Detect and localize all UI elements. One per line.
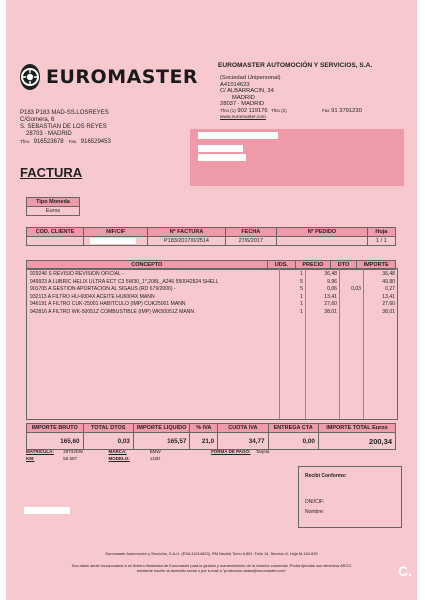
line-price: 38,01 <box>324 309 337 315</box>
invoice-number: P183/2017/0/2514 <box>148 237 225 246</box>
line-price: 9,96 <box>327 278 337 285</box>
page-number: 1 / 1 <box>367 237 395 246</box>
redacted-block <box>24 507 70 514</box>
lines-header: CONCEPTO UDS. PRECIO DTO IMPORTE <box>26 260 396 270</box>
branch-address: P183 P183 MAD-SS.LOSREYES C/Gomera, 6 S. SEBASTIAN DE LOS REYES 28703 · MADRID Tfno. 916523678 Fax. 916529453 <box>20 110 111 145</box>
invoice-lines <box>26 268 398 420</box>
invoice-line-row <box>27 279 397 286</box>
company-phones: Tfno (1) 902 119176 Tfno (2) Fax 91 3791230 <box>220 107 362 114</box>
line-price: 27,60 <box>324 301 337 308</box>
document-title: FACTURA <box>20 165 83 180</box>
currency-header: Tipo Moneda <box>27 198 79 207</box>
line-price: 36,48 <box>324 271 337 277</box>
line-concept: 932113 A FILTRO HU-6004X ACEITE HU6004X MANN <box>30 293 155 300</box>
line-amount: 36,48 <box>382 271 395 277</box>
redacted-block <box>198 132 278 139</box>
line-units: 1 <box>300 309 303 315</box>
payment-method: Tarjeta <box>255 449 270 454</box>
branch-phones: Tfno. 916523678 Fax. 916529453 <box>20 139 111 145</box>
vehicle-km: 55 507 <box>63 456 78 461</box>
line-concept: 929246 S REVISIO REVISION OFICIAL - <box>30 271 124 277</box>
invoice-page <box>6 0 417 600</box>
invoice-line-row <box>27 294 397 301</box>
invoice-line-row <box>27 309 397 316</box>
redacted-block <box>198 145 243 152</box>
euromaster-logo <box>20 62 199 92</box>
legal-footer: Euromaster Automoción y Servicios, S.A.U. (ESA 41014623). RM Madrid Tomo 6.851. Folio 14. Sección 8, Hoja M-164 839 Sus datos serán incorporados a un fichero titularidad de Euromaster para la gestión y mantenimiento de la relación comercial. Podrá ejercitar sus derechos ARCO mediante escrito al domicilio social o por e-mail a "proteccion-datos@euromaster.com" <box>71 551 352 573</box>
line-concept: 946191 A FILTRO CUK-25001 HABITCULO (IMP) CUK25001 MANN <box>30 301 186 308</box>
payment-on-account: 0,00 <box>268 433 318 450</box>
line-price: 13,41 <box>324 293 337 300</box>
total-amount: 200,34 <box>318 433 395 450</box>
invoice-date: 27/6/2017 <box>225 237 277 246</box>
totals-table: IMPORTE BRUTO TOTAL DTOS IMPORTE LIQUIDO % IVA CUOTA IVA ENTREGA CTA IMPORTE TOTAL Euros 165,60 0,03 165,57 21,0 34,77 0,00 200,34 <box>26 423 396 450</box>
tire-icon <box>20 64 40 90</box>
currency-value: Euros <box>45 208 61 214</box>
invoice-line-row <box>27 271 397 278</box>
line-amount: 49,80 <box>382 278 395 285</box>
line-units: 1 <box>300 293 303 300</box>
total-discount: 0,03 <box>83 433 133 450</box>
logo-wordmark: EUROMASTER <box>46 66 199 88</box>
vehicle-plate: 2973JDW <box>63 449 84 454</box>
currency-box <box>26 197 80 216</box>
line-concept: 949923 A LUBRIC HELIX ULTRA ECT C3 5W30_1*,208L_A246 550042824 SHELL <box>30 278 219 285</box>
company-name: EUROMASTER AUTOMOCIÓN Y SERVICIOS, S.A. <box>218 62 373 69</box>
line-amount: 38,01 <box>382 309 395 315</box>
vehicle-model: 118D <box>149 456 161 461</box>
line-units: 5 <box>300 286 303 293</box>
line-units: 5 <box>300 278 303 285</box>
line-units: 1 <box>300 301 303 308</box>
vehicle-brand: BMW <box>149 449 161 454</box>
line-amount: 13,41 <box>382 293 395 300</box>
vehicle-info: MATRICULA: 2973JDW MARCA: BMW FORMA DE PAGO: Tarjeta KM: 55 507 MODELO: 118D <box>26 449 270 461</box>
company-address: (Sociedad Unipersonal) A41014623 C/ ALBARRACIN, 34 MADRID 28037 · MADRID Tfno (1) 902 119176 Tfno (2) Fax 91 3791230 www.euromaster.com <box>220 75 362 120</box>
vat-amount: 34,77 <box>218 433 268 450</box>
line-discount: 0,03 <box>351 286 361 293</box>
line-amount: 0,27 <box>385 286 395 293</box>
vat-rate: 21,0 <box>190 433 218 450</box>
redacted-block <box>198 154 246 161</box>
line-concept: 901705 A GESTION APORTACION AL SIGAUS (RD 679/2006) - <box>30 286 176 293</box>
redacted-block <box>90 238 136 244</box>
invoice-line-row <box>27 301 397 308</box>
line-amount: 27,60 <box>382 301 395 308</box>
line-concept: 942816 A FILTRO WK-50051Z COMBUSTIBLE (IMP) WK50051Z MANN <box>30 309 195 315</box>
gross-amount: 165,60 <box>27 433 84 450</box>
corner-mark: C. <box>398 563 412 579</box>
line-price: 0,06 <box>327 286 337 293</box>
line-units: 1 <box>300 271 303 277</box>
company-website: www.euromaster.com <box>220 114 266 120</box>
net-amount: 165,57 <box>133 433 190 450</box>
invoice-header-table: COD. CLIENTE NIF/CIF Nº FACTURA FECHA Nº PEDIDO Hoja P183/2017/0/2514 27/6/2017 1 / 1 <box>26 227 396 246</box>
invoice-line-row <box>27 286 397 293</box>
customer-address-box <box>190 129 404 186</box>
receipt-signature-box: Recibí Conforme: DNI/CIF: Nombre: <box>298 466 402 528</box>
